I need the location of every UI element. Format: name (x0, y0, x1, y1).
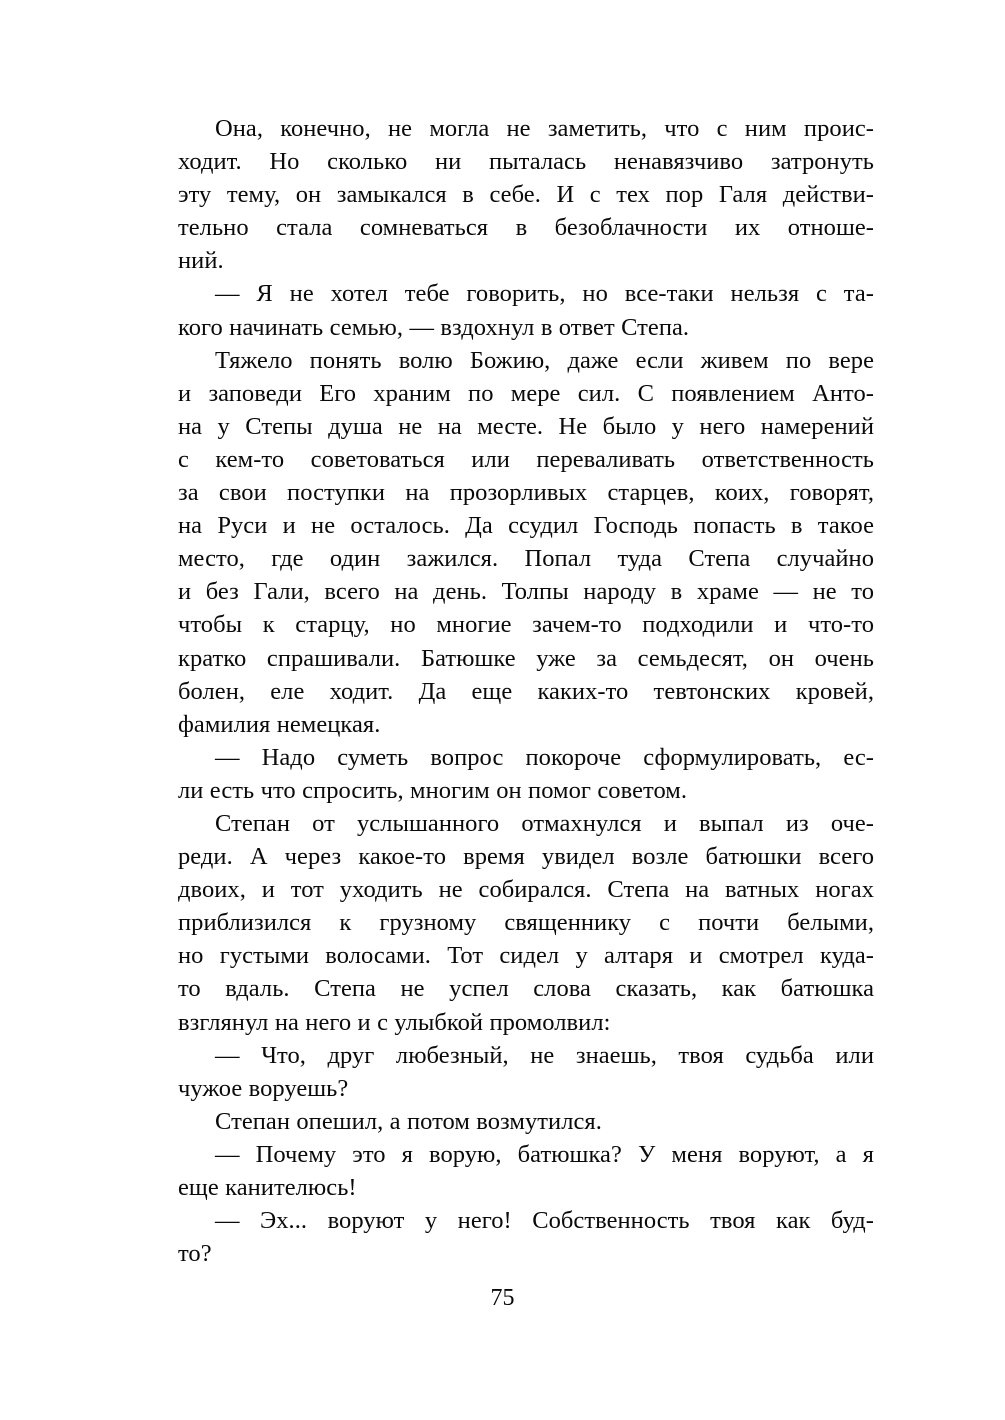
text-line: еще канителюсь! (178, 1174, 357, 1201)
paragraph (178, 1138, 874, 1204)
line-text: — Эх... воруют у него! Собственность твоя как буд- (215, 1207, 874, 1235)
paragraph (178, 1105, 874, 1138)
text-line: двоих, и тот уходить не собирался. Степа на ватных ногах (178, 876, 874, 904)
text-line: и без Гали, всего на день. Толпы народу в храме — не то (178, 578, 874, 606)
text-line: эту тему, он замыкался в себе. И с тех пор Галя действи- (178, 181, 874, 209)
text-line: и заповеди Его храним по мере сил. С появлением Анто- (178, 379, 874, 407)
text-line: реди. А через какое‑то время увидел возле батюшки всего (178, 843, 874, 871)
text-line: тельно стала сомневаться в безоблачности их отноше- (178, 214, 874, 242)
paragraph (178, 1039, 874, 1105)
text-line: на у Степы душа не на месте. Не было у него намерений (178, 412, 874, 440)
line-text: Она, конечно, не могла не заметить, что с ним проис- (215, 115, 874, 142)
text-line (178, 112, 874, 145)
line-text: Степан опешил, а потом возмутился. (215, 1107, 602, 1135)
text-line: чужое воруешь? (178, 1074, 349, 1102)
text-line: на Руси и не осталось. Да ссудил Господь попасть в такое (178, 512, 874, 540)
paragraph (178, 741, 874, 807)
page-number: 75 (490, 1285, 515, 1311)
text-line (178, 1204, 874, 1237)
text-line: ходит. Но сколько ни пыталась ненавязчиво затронуть (178, 148, 874, 176)
text-line: но густыми волосами. Тот сидел у алтаря и смотрел куда‑ (178, 942, 874, 970)
text-line (178, 741, 874, 774)
paragraph (178, 277, 874, 343)
line-text: — Почему это я ворую, батюшка? У меня воруют, а я (215, 1140, 874, 1168)
text-line (178, 1138, 874, 1171)
text-line: фамилия немецкая. (178, 710, 381, 738)
line-text: — Я не хотел тебе говорить, но все‑таки нельзя с та- (215, 280, 874, 308)
text-line: кого начинать семью, — вздохнул в ответ Степа. (178, 313, 690, 341)
text-line: ний. (178, 247, 224, 275)
text-line: место, где один зажился. Попал туда Степа случайно (178, 545, 874, 573)
paragraph (178, 1204, 874, 1270)
text-line: за свои поступки на прозорливых старцев, коих, говорят, (178, 479, 874, 507)
text-line: то вдаль. Степа не успел слова сказать, как батюшка (178, 975, 874, 1003)
text-line: приблизился к грузному священнику с почти белыми, (178, 909, 874, 937)
text-line: ли есть что спросить, многим он помог советом. (178, 776, 687, 804)
page-text-body (178, 112, 874, 1270)
text-line: взглянул на него и с улыбкой промолвил: (178, 1008, 611, 1036)
text-line (178, 1105, 874, 1138)
line-text: Степан от услышанного отмахнулся и выпал из оче- (215, 809, 874, 837)
text-line: болен, еле ходит. Да еще каких‑то тевтонских кровей, (178, 677, 874, 705)
line-text: Тяжело понять волю Божию, даже если живем по вере (215, 346, 874, 374)
text-line: с кем‑то советоваться или переваливать ответственность (178, 445, 874, 473)
line-text: — Что, друг любезный, не знаешь, твоя судьба или (215, 1041, 874, 1069)
text-line: кратко спрашивали. Батюшке уже за семьдесят, он очень (178, 644, 874, 672)
paragraph (178, 344, 874, 741)
paragraph (178, 807, 874, 1039)
text-line (178, 277, 874, 310)
text-line: то? (178, 1240, 212, 1268)
text-line (178, 344, 874, 377)
text-line (178, 807, 874, 840)
text-line: чтобы к старцу, но многие зачем‑то подходили и что‑то (178, 611, 874, 639)
text-line (178, 1039, 874, 1072)
line-text: — Надо суметь вопрос покороче сформулировать, ес- (215, 743, 874, 771)
paragraph (178, 112, 874, 277)
